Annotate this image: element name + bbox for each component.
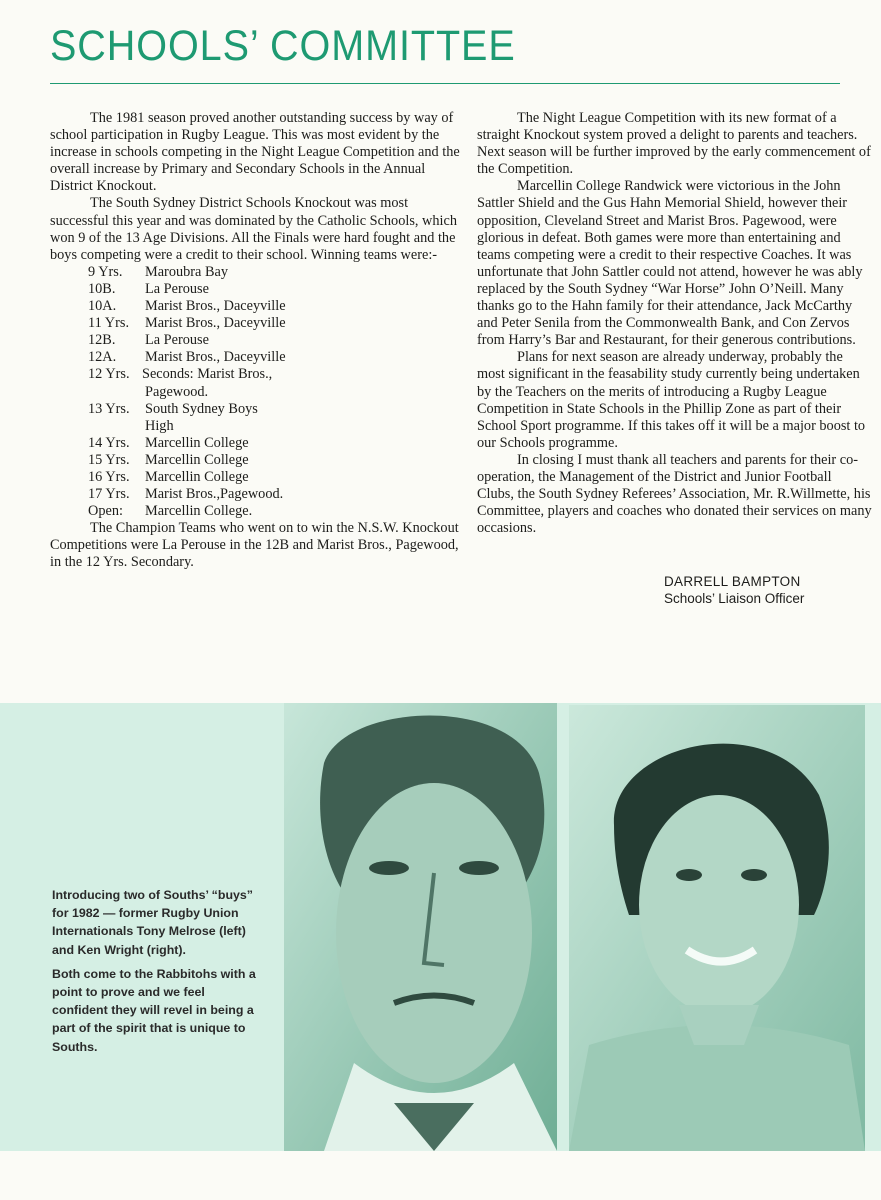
left-column [50, 110, 470, 572]
page-title: SCHOOLS’ COMMITTEE [50, 22, 516, 70]
right-paragraph-3: Plans for next season are already underway, probably the most significant in the feasability study currently being undertaken by the Teachers on the merits of introducing a Rugby League Competition in State Schools in the Phillip Zone as part of their School Sport programme. If this takes off it will be a major boost to our Schools programme. [477, 349, 866, 451]
winning-team-row [50, 435, 470, 452]
team-name: Marist Bros., Daceyville [145, 298, 286, 315]
team-name: Seconds: Marist Bros., [142, 366, 273, 383]
title-rule [50, 83, 840, 84]
signature-title: Schools’ Liaison Officer [664, 591, 805, 606]
right-paragraph-4: In closing I must thank all teachers and parents for their co-operation, the Management of the District and Junior Football Clubs, the South Sydney Referees’ Association, Mr. R.Willmette, his Committee, players and coaches who donated their services on many occasions. [477, 451, 872, 537]
team-name: La Perouse [145, 332, 209, 349]
age-division: Open: [88, 503, 123, 520]
left-paragraph-1: The 1981 season proved another outstanding success by way of school participation in Rugby League. This was most evident by the increase in schools competing in the Night League Competition and the overall increase by Primary and Secondary Schools in the Annual District Knockout. [50, 110, 460, 195]
winning-team-row [50, 332, 470, 349]
team-name: La Perouse [145, 280, 209, 297]
team-name-continued: High [145, 417, 174, 434]
right-column [477, 110, 872, 537]
winning-team-row [50, 503, 470, 520]
left-paragraph-3: The Champion Teams who went on to win the N.S.W. Knockout Competitions were La Perouse in the 12B and Marist Bros., Pagewood, in the 12 Yrs. Secondary. [50, 520, 459, 571]
team-name: Marist Bros., Daceyville [145, 315, 286, 332]
team-name: Marist Bros., Daceyville [145, 349, 286, 366]
winning-team-row [50, 281, 470, 298]
team-name: Marcellin College [145, 468, 249, 485]
age-division: 9 Yrs. [88, 263, 123, 280]
right-paragraph-2: Marcellin College Randwick were victorious in the John Sattler Shield and the Gus Hahn Memorial Shield, however their opposition, Cleveland Street and Marist Bros. Pagewood, were glorious in defeat. Both games were more than entertaining and teams competing were a credit to their respective Coaches. It was unfortunate that John Sattler could not attend, however he was ably replaced by the South Sydney “War Horse” John O’Neill. Many thanks go to the Hahn family for their attendance, Jack McCarthy and Peter Senila from the Commonwealth Bank, and Con Zervos from Harry’s Bar and Restaurant, for their generous contributions. [477, 178, 863, 349]
right-paragraph-1: The Night League Competition with its new format of a straight Knockout system proved a delight to parents and teachers. Next season will be further improved by the early commencement of the Competition. [477, 110, 871, 178]
winning-team-row [50, 486, 470, 503]
winning-team-row-continued [50, 418, 470, 435]
signature-block [664, 573, 804, 607]
team-name: Marcellin College [145, 434, 249, 451]
team-name: Marcellin College [145, 451, 249, 468]
winning-team-row [50, 315, 470, 332]
team-name: South Sydney Boys [145, 400, 258, 417]
age-division: 13 Yrs. [88, 400, 130, 417]
winning-team-row [50, 349, 470, 366]
team-name: Marcellin College. [145, 503, 253, 520]
caption-paragraph-1: Introducing two of Souths’ “buys” for 1982 — former Rugby Union Internationals Tony Melrose (left) and Ken Wright (right). [52, 888, 253, 957]
age-division: 16 Yrs. [88, 468, 130, 485]
photo-caption [52, 886, 258, 1062]
winning-team-row [50, 452, 470, 469]
signature-name: DARRELL BAMPTON [664, 574, 801, 589]
left-paragraph-2: The South Sydney District Schools Knockout was most successful this year and was dominated by the Catholic Schools, which won 9 of the 13 Age Divisions. All the Finals were hard fought and the boys competing were a credit to their school. Winning teams were:- [50, 195, 457, 263]
team-name: Marist Bros.,Pagewood. [145, 486, 284, 503]
winning-teams-list [50, 264, 470, 520]
age-division: 15 Yrs. [88, 451, 130, 468]
player-portrait-right-image [569, 705, 865, 1151]
winning-team-row [50, 264, 470, 281]
team-name: Maroubra Bay [145, 263, 228, 280]
winning-team-row [50, 469, 470, 486]
photo-right-player [569, 705, 865, 1151]
winning-team-row [50, 401, 470, 418]
age-division: 12A. [88, 349, 117, 366]
winning-team-row [50, 298, 470, 315]
age-division: 12 Yrs. [88, 366, 130, 383]
caption-paragraph-2: Both come to the Rabbitohs with a point to prove and we feel confident they will revel in being a part of the spirit that is unique to Souths. [52, 966, 256, 1054]
age-division: 10A. [88, 298, 117, 315]
age-division: 14 Yrs. [88, 434, 130, 451]
age-division: 17 Yrs. [88, 486, 130, 503]
winning-team-row [50, 366, 470, 383]
winning-team-row-continued [50, 384, 470, 401]
player-portrait-left-image [284, 703, 557, 1151]
photo-left-player [284, 703, 557, 1151]
age-division: 12B. [88, 332, 116, 349]
age-division: 10B. [88, 280, 116, 297]
team-name-continued: Pagewood. [145, 383, 209, 400]
age-division: 11 Yrs. [88, 315, 130, 332]
